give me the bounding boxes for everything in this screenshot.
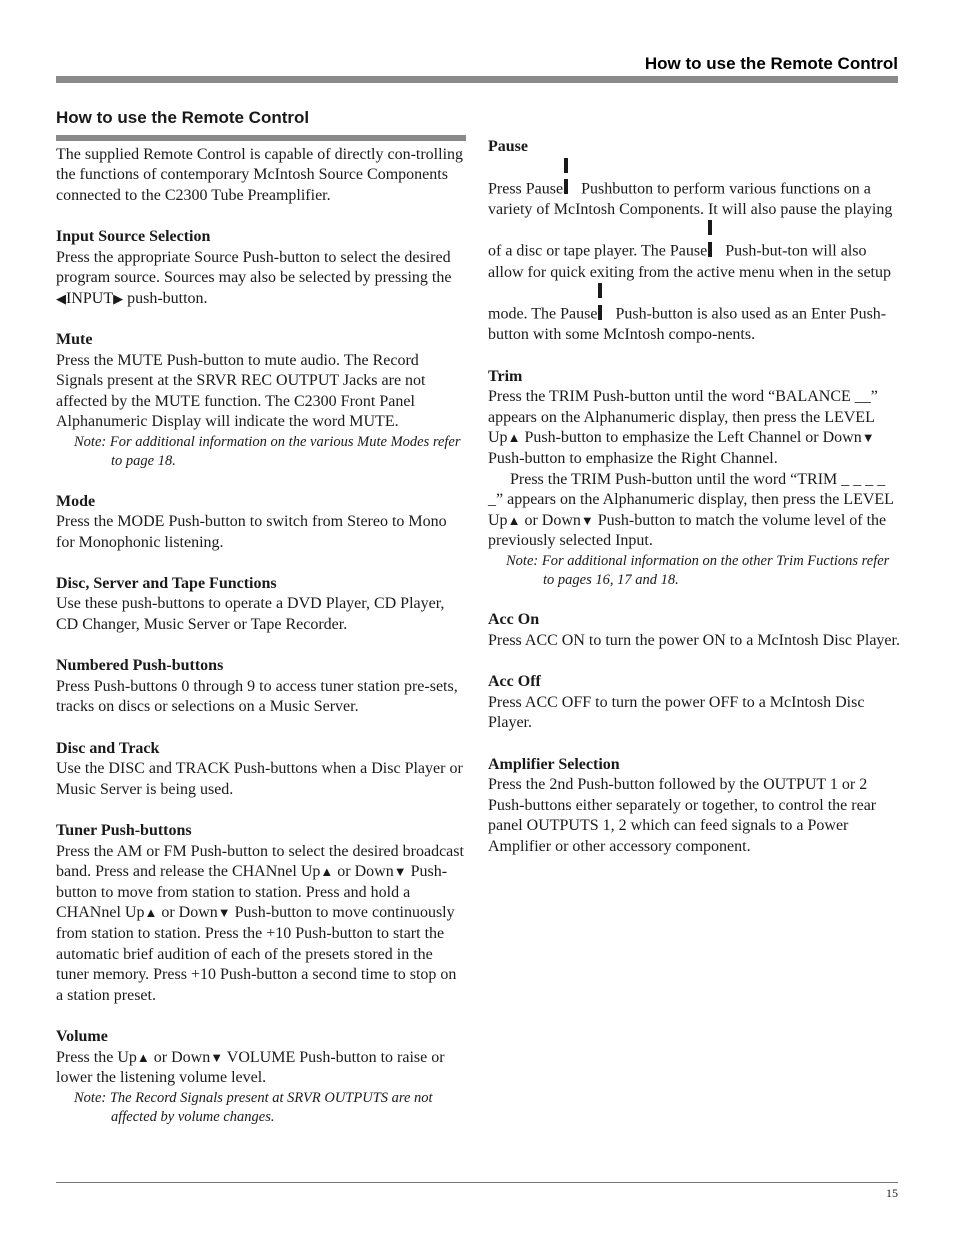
trim-heading: Trim <box>488 367 523 385</box>
tuner-section <box>56 821 466 1006</box>
acc-off-section <box>488 672 900 734</box>
mute-note: Note: For additional information on the various Mute Modes refer to page 18. <box>74 433 461 469</box>
pause-icon <box>598 283 609 298</box>
left-column <box>56 108 466 1127</box>
volume-heading: Volume <box>56 1027 108 1045</box>
trim-section <box>488 367 900 590</box>
tuner-heading: Tuner Push-buttons <box>56 822 192 839</box>
mode-heading: Mode <box>56 492 96 510</box>
pause-icon <box>708 220 719 235</box>
mute-section <box>56 330 466 471</box>
mute-heading: Mute <box>56 330 93 348</box>
acc-on-text: Press ACC ON to turn the power ON to a McIntosh Disc Player. <box>488 632 900 650</box>
disc-server-text: Use these push-buttons to operate a DVD Player, CD Player, CD Changer, Music Server or Tape Recorder. <box>56 595 445 634</box>
down-arrow-icon: ▼ <box>217 905 231 921</box>
up-arrow-icon: ▲ <box>507 512 521 528</box>
mode-text: Press the MODE Push-button to switch from Stereo to Mono for Monophonic listening. <box>56 513 447 551</box>
trim-text-3: Push-button to emphasize the Right Channel. <box>488 449 778 467</box>
volume-text-1: Press the Up <box>56 1048 137 1066</box>
acc-on-section <box>488 610 900 651</box>
left-arrow-icon: ◀ <box>56 290 66 306</box>
intro-paragraph: The supplied Remote Control is capable of directly con-trolling the functions of contemporary McIntosh Source Components connected to the C2300 Tube Preamplifier. <box>56 145 464 204</box>
pause-section <box>488 137 900 346</box>
down-arrow-icon: ▼ <box>210 1049 224 1065</box>
page-number: 15 <box>886 1186 898 1200</box>
input-source-text <box>56 248 466 310</box>
acc-off-text: Press ACC OFF to turn the power OFF to a McIntosh Disc Player. <box>488 693 865 732</box>
disc-track-section <box>56 739 466 801</box>
tuner-text-2: or Down <box>333 863 394 881</box>
numbered-section <box>56 656 466 718</box>
running-header-title: How to use the Remote Control <box>644 54 898 73</box>
pause-text-3: Push-but-ton will also allow for quick exiting from the active menu when in the setup mode. The Pause <box>488 242 891 323</box>
amplifier-text: Press the 2nd Push-button followed by the OUTPUT 1 or 2 Push-buttons either separately or together, to control the rear panel OUTPUTS 1, 2 which can feed signals to a Power Amplifier or other accessory component. <box>488 776 877 855</box>
input-text-b: push-button. <box>123 289 208 307</box>
numbered-heading: Numbered Push-buttons <box>56 657 224 675</box>
tuner-text-3: Push-button to move from station to station. Press and hold a CHANnel Up <box>56 863 448 922</box>
trim-text-4: Press the TRIM Push-button until the word “TRIM _ _ _ _ _” appears on the Alphanumeric display, then press the LEVEL Up <box>488 470 894 529</box>
down-arrow-icon: ▼ <box>393 864 407 880</box>
up-arrow-icon: ▲ <box>144 905 158 921</box>
mode-section <box>56 492 466 554</box>
trim-text-5: or Down <box>520 511 581 529</box>
input-source-section <box>56 227 466 309</box>
input-word: INPUT <box>66 289 114 307</box>
right-arrow-icon: ▶ <box>113 290 124 306</box>
volume-text-2: or Down <box>149 1048 211 1066</box>
section-title: How to use the Remote Control <box>56 108 466 141</box>
acc-off-heading: Acc Off <box>488 673 541 691</box>
header-rule <box>56 76 898 83</box>
down-arrow-icon: ▼ <box>861 430 875 446</box>
trim-text <box>488 387 900 552</box>
trim-note: Note: For additional information on the other Trim Fuctions refer to pages 16, 17 and 18. <box>506 552 890 588</box>
footer-rule <box>56 1182 898 1183</box>
trim-text-2: Push-button to emphasize the Left Channel or Down <box>520 429 862 447</box>
down-arrow-icon: ▼ <box>580 512 594 528</box>
pause-heading: Pause <box>488 138 528 155</box>
tuner-text <box>56 842 466 1007</box>
trim-text-6: Push-button to match the volume level of the previously selected Input. <box>488 511 887 550</box>
pause-text-4: Push-button is also used as an Enter Push-button with some McIntosh compo-nents. <box>488 305 887 344</box>
trim-paragraph-2 <box>488 470 900 552</box>
pause-icon <box>564 158 575 173</box>
input-text-a: Press the appropriate Source Push-button to select the desired program source. Sources may also be selected by pressing the <box>56 248 452 287</box>
volume-text-3: VOLUME Push-button to raise or lower the listening volume level. <box>56 1048 445 1087</box>
right-column <box>488 137 900 858</box>
trim-text-1: Press the TRIM Push-button until the word “BALANCE __” appears on the Alphanumeric display, then press the LEVEL Up <box>488 388 878 447</box>
numbered-text: Press Push-buttons 0 through 9 to access tuner station pre-sets, tracks on discs or selections on a Music Server. <box>56 677 458 716</box>
mute-text: Press the MUTE Push-button to mute audio. The Record Signals present at the SRVR REC OUTPUT Jacks are not affected by the MUTE function. The C2300 Front Panel Alphanumeric Display will indicate the word MUTE. <box>56 351 426 431</box>
input-source-heading: Input Source Selection <box>56 227 211 245</box>
disc-server-heading: Disc, Server and Tape Functions <box>56 574 277 592</box>
pause-text <box>488 158 900 346</box>
up-arrow-icon: ▲ <box>320 864 334 880</box>
disc-track-text: Use the DISC and TRACK Push-buttons when a Disc Player or Music Server is being used. <box>56 760 463 798</box>
volume-text <box>56 1048 466 1089</box>
up-arrow-icon: ▲ <box>507 430 521 446</box>
amplifier-heading: Amplifier Selection <box>488 755 620 773</box>
pause-text-1: Press Pause <box>488 180 564 198</box>
tuner-text-4: or Down <box>157 904 218 922</box>
acc-on-heading: Acc On <box>488 611 540 629</box>
pause-text-2: Pushbutton to perform various functions on a variety of McIntosh Components. It will also pause the playing of a disc or tape player. The Pause <box>488 180 893 260</box>
up-arrow-icon: ▲ <box>136 1049 150 1065</box>
volume-section <box>56 1027 466 1127</box>
disc-server-section <box>56 574 466 636</box>
amplifier-section <box>488 755 900 858</box>
volume-note: Note: The Record Signals present at SRVR OUTPUTS are not affected by volume changes. <box>74 1089 433 1125</box>
disc-track-heading: Disc and Track <box>56 739 160 757</box>
tuner-text-5: Push-button to move continuously from station to station. Press the +10 Push-button to start the automatic brief audition of each of the presets stored in the tuner memory. Press +10 Push-button a second time to stop on a station preset. <box>56 904 457 1004</box>
tuner-text-1: Press the AM or FM Push-button to select the desired broadcast band. Press and release the CHANnel Up <box>56 842 464 881</box>
